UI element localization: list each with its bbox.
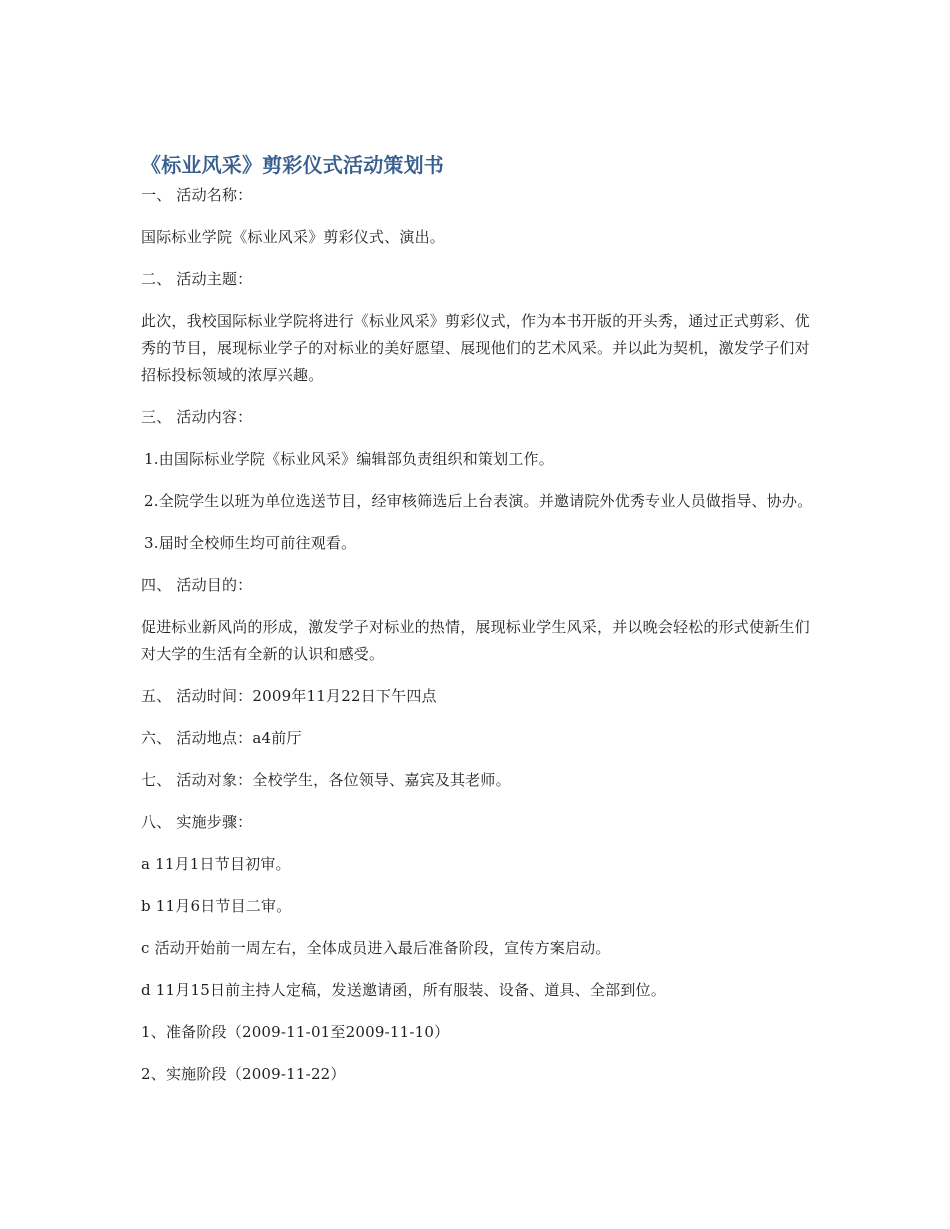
content-item-1: 1.由国际标业学院《标业风采》编辑部负责组织和策划工作。 [144,450,554,468]
step-item-c: c 活动开始前一周左右，全体成员进入最后准备阶段，宣传方案启动。 [141,939,611,957]
section-location: 六、 活动地点：a4前厅 [141,729,302,747]
section-heading-theme: 二、 活动主题： [141,270,253,288]
section-heading-content: 三、 活动内容： [141,408,253,426]
document-body [141,148,813,1103]
paragraph-activity-theme: 此次，我校国际标业学院将进行《标业风采》剪彩仪式，作为本书开版的开头秀，通过正式剪彩、优秀的节目，展现标业学子的对标业的美好愿望、展现他们的艺术风采。并以此为契机，激发学子们对招标投标领域的浓厚兴趣。 [141,312,810,384]
section-heading-steps: 八、 实施步骤： [141,813,253,831]
step-item-d: d 11月15日前主持人定稿，发送邀请函，所有服装、设备、道具、全部到位。 [141,981,666,999]
section-heading-purpose: 四、 活动目的： [141,576,253,594]
content-item-3: 3.届时全校师生均可前往观看。 [144,534,357,552]
paragraph-purpose: 促进标业新风尚的形成，激发学子对标业的热情，展现标业学生风采，并以晚会轻松的形式使新生们对大学的生活有全新的认识和感受。 [141,618,810,663]
phase-item-2: 2、实施阶段（2009-11-22） [141,1065,346,1083]
phase-item-1: 1、准备阶段（2009-11-01至2009-11-10） [141,1023,450,1041]
content-item-2: 2.全院学生以班为单位选送节目，经审核筛选后上台表演。并邀请院外优秀专业人员做指导、协办。 [144,492,813,510]
section-time: 五、 活动时间：2009年11月22日下午四点 [141,687,437,705]
section-heading-name: 一、 活动名称： [141,186,253,204]
document-title: 《标业风采》剪彩仪式活动策划书 [141,153,444,177]
paragraph-activity-name: 国际标业学院《标业风采》剪彩仪式、演出。 [141,228,446,246]
section-audience: 七、 活动对象：全校学生，各位领导、嘉宾及其老师。 [141,771,511,789]
step-item-b: b 11月6日节目二审。 [141,897,292,915]
step-item-a: a 11月1日节目初审。 [141,855,291,873]
